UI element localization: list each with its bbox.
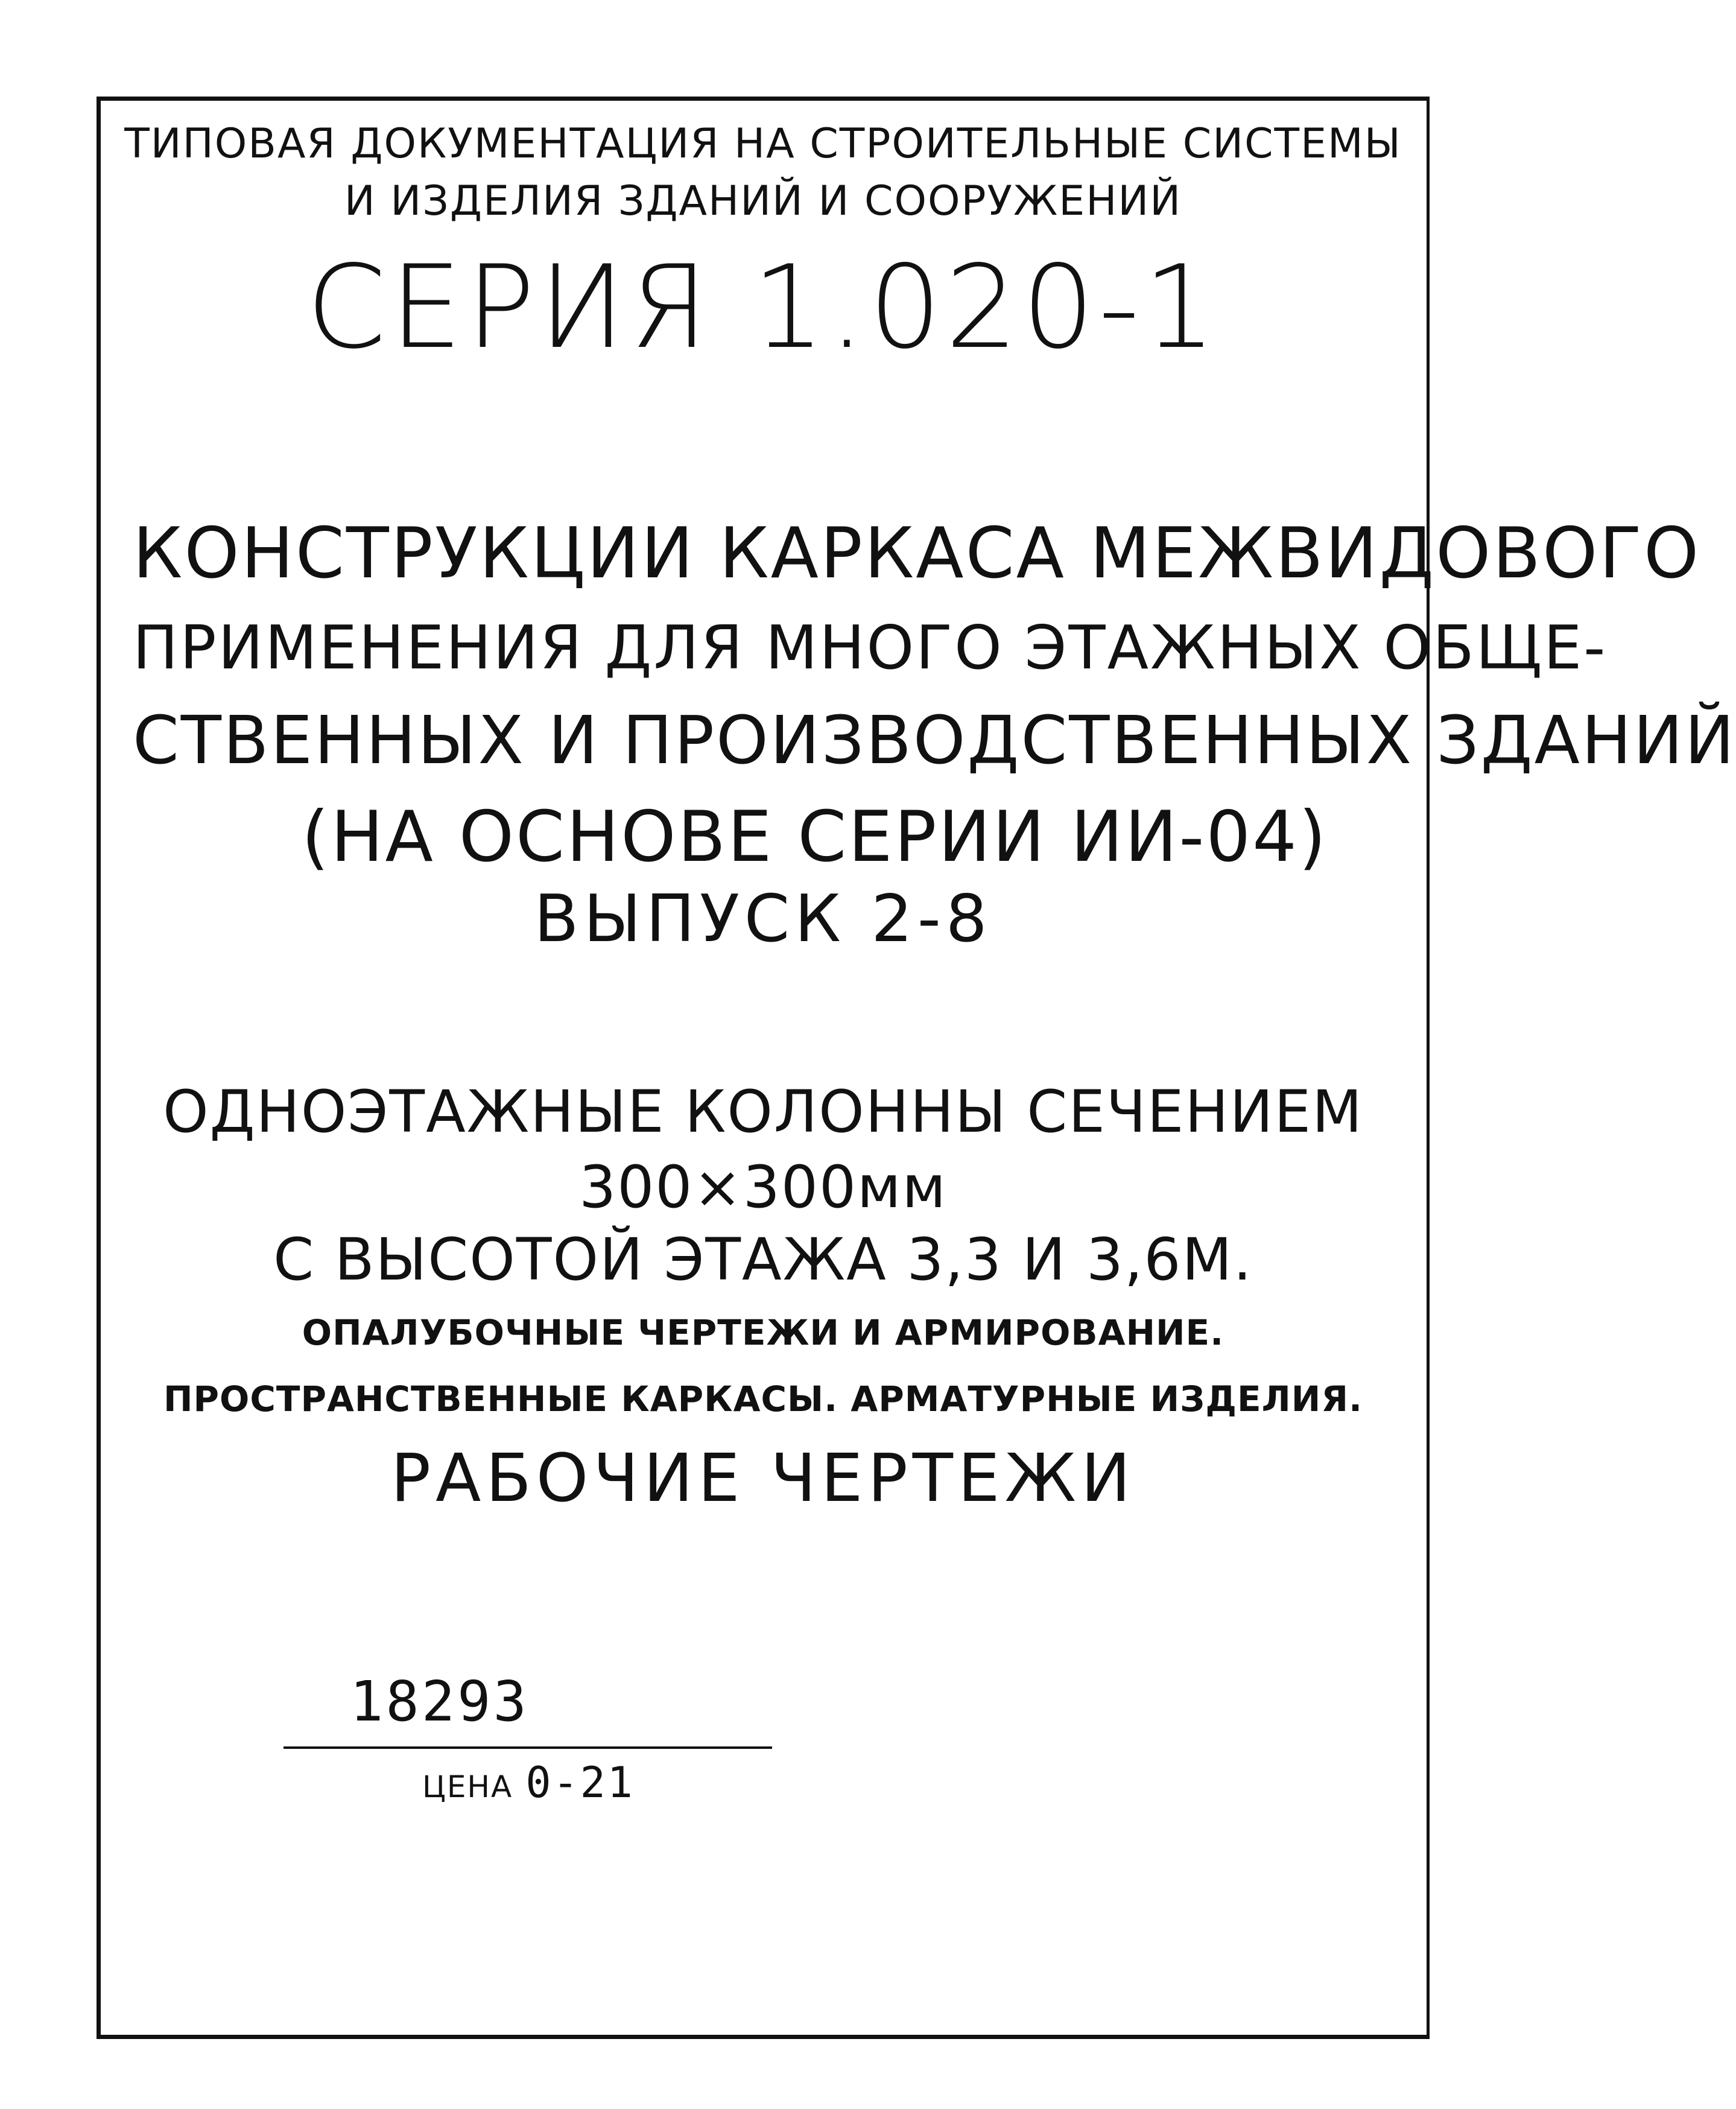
subtitle-line-4: ОПАЛУБОЧНЫЕ ЧЕРТЕЖИ И АРМИРОВАНИЕ. xyxy=(302,1312,1224,1353)
subtitle-line-1: ОДНОЭТАЖНЫЕ КОЛОННЫ СЕЧЕНИЕМ xyxy=(163,1078,1363,1146)
price-label: ЦЕНА xyxy=(422,1769,513,1804)
inventory-underline xyxy=(284,1746,772,1749)
subtitle-line-5: ПРОСТРАНСТВЕННЫЕ КАРКАСЫ. АРМАТУРНЫЕ ИЗДЕЛИЯ. xyxy=(163,1378,1363,1419)
subtitle-line-2: 300×300мм xyxy=(579,1153,947,1221)
series-number: СЕРИЯ 1.020-1 xyxy=(306,241,1220,374)
title-line-1: КОНСТРУКЦИИ КАРКАСА МЕЖВИДОВОГО xyxy=(133,513,1701,594)
issue-number: ВЫПУСК 2-8 xyxy=(534,881,992,957)
price-value: 0-21 xyxy=(525,1758,635,1807)
subtitle-line-6: РАБОЧИЕ ЧЕРТЕЖИ xyxy=(390,1439,1136,1517)
document-title xyxy=(121,513,1736,901)
subtitle-line-3: С ВЫСОТОЙ ЭТАЖА 3,3 И 3,6М. xyxy=(273,1226,1253,1293)
organization-line-2: И ИЗДЕЛИЯ ЗДАНИЙ И СООРУЖЕНИЙ xyxy=(344,177,1182,225)
inventory-number: 18293 xyxy=(350,1669,529,1734)
title-line-4: (НА ОСНОВЕ СЕРИИ ИИ-04) xyxy=(302,796,1328,878)
organization-line-1: ТИПОВАЯ ДОКУМЕНТАЦИЯ НА СТРОИТЕЛЬНЫЕ СИСТЕМЫ xyxy=(124,120,1402,168)
price-block xyxy=(422,1758,635,1807)
title-line-3: СТВЕННЫХ И ПРОИЗВОДСТВЕННЫХ ЗДАНИЙ xyxy=(133,702,1736,779)
title-line-2: ПРИМЕНЕНИЯ ДЛЯ МНОГО ЭТАЖНЫХ ОБЩЕ- xyxy=(133,612,1608,683)
